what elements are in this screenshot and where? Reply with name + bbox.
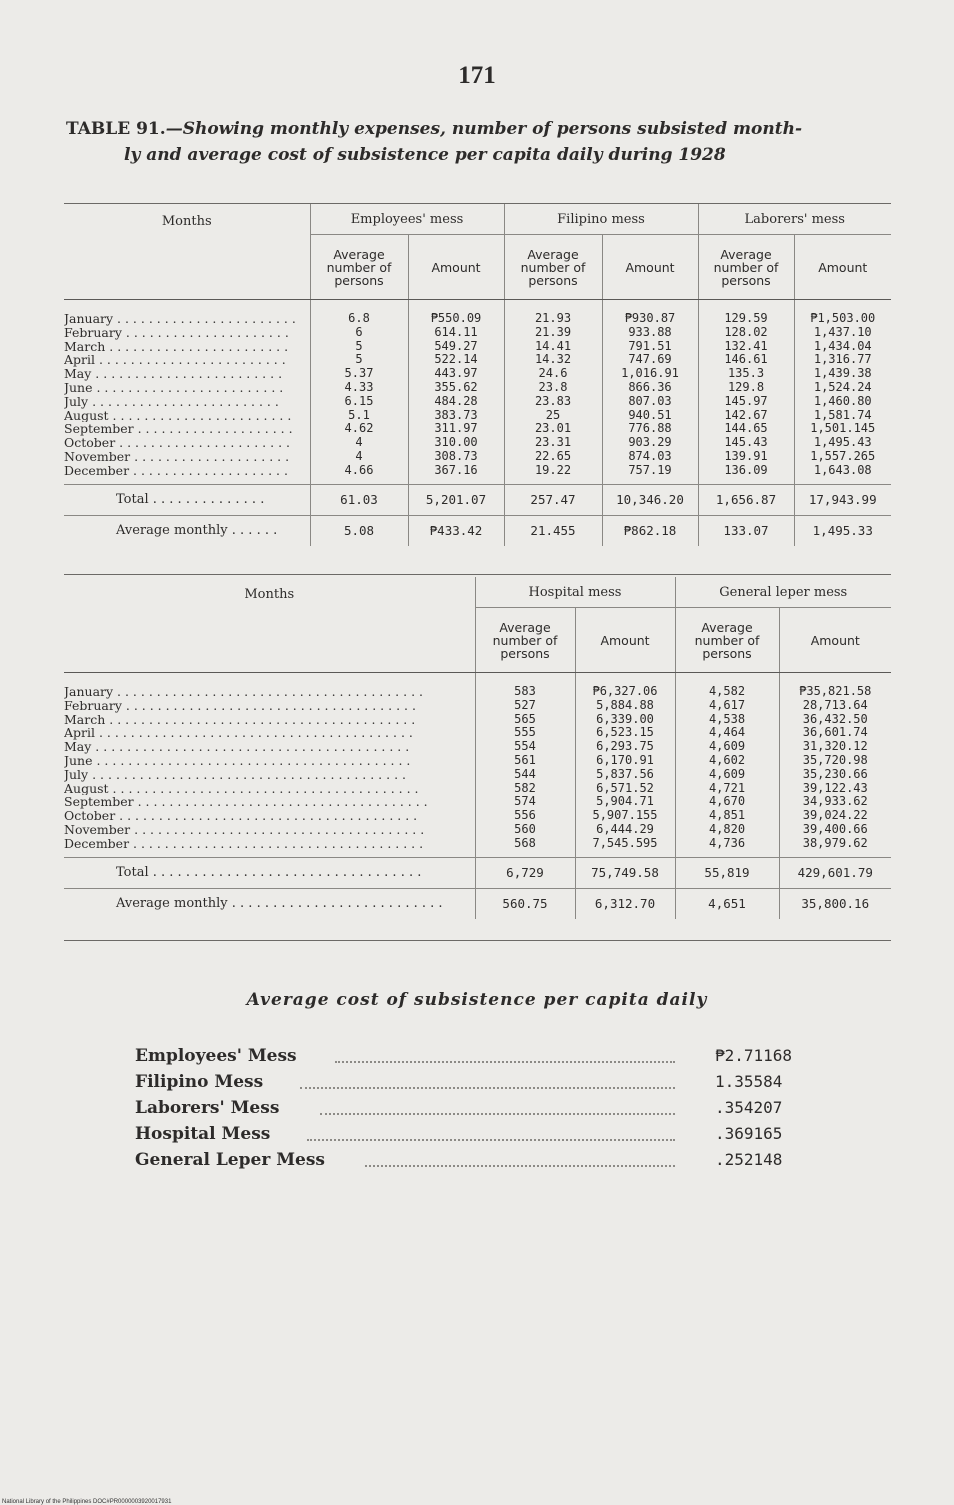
total-row: Total . . . . . . . . . . . . . . . . . . . . . . . . . . . . . . . . . 6,729 75,749.58 55,819 429,601.79 [64, 857, 891, 888]
library-footer: National Library of the Philippines DOC#PR0000003920017931 [2, 1499, 172, 1505]
col-lep-amount: ₱35,821.58 28,713.64 36,432.50 36,601.74 31,320.12 35,720.98 35,230.66 39,122.43 34,933.62 39,024.22 39,400.66 38,979.62 [779, 673, 891, 858]
month-label: April . . . . . . . . . . . . . . . . . . . . . . . . [64, 353, 286, 368]
group-header-leper: General leper mess [675, 577, 891, 608]
month-label: October . . . . . . . . . . . . . . . . . . . . . . . . . . . . . . . . . . . . . . [64, 809, 418, 823]
month-label: August . . . . . . . . . . . . . . . . . . . . . . . [64, 408, 292, 423]
table-2 [64, 577, 891, 919]
month-label: January . . . . . . . . . . . . . . . . . . . . . . . [64, 312, 296, 326]
month-column [64, 300, 310, 485]
month-label: July . . . . . . . . . . . . . . . . . . . . . . . . . . . . . . . . . . . . . . . . [64, 767, 406, 782]
sub-header-amount: Amount [575, 608, 675, 673]
month-label: February . . . . . . . . . . . . . . . . . . . . . [64, 325, 289, 340]
total-label: Total . . . . . . . . . . . . . . [64, 484, 310, 515]
group-header-employees: Employees' mess [310, 204, 504, 235]
average-cost-list [135, 1046, 815, 1176]
month-label: January . . . . . . . . . . . . . . . . . . . . . . . . . . . . . . . . . . . . . . . [64, 685, 423, 699]
col-emp-persons: 6.8 6 5 5 5.37 4.33 6.15 5.1 4.62 4 4 4.66 [310, 300, 408, 485]
month-label: September . . . . . . . . . . . . . . . . . . . . [64, 422, 293, 437]
month-label: December . . . . . . . . . . . . . . . . . . . . . . . . . . . . . . . . . . . . . [64, 836, 424, 851]
group-header-filipino: Filipino mess [504, 204, 698, 235]
sub-header-amount: Amount [794, 235, 891, 300]
month-label: May . . . . . . . . . . . . . . . . . . . . . . . . [64, 367, 283, 381]
col-hosp-persons: 583 527 565 555 554 561 544 582 574 556 560 568 [475, 673, 575, 858]
caption-line-1: —Showing monthly expenses, number of persons subsisted month- [165, 119, 803, 139]
average-cost-item: Laborers' Mess .354207 [135, 1098, 783, 1118]
average-row: Average monthly . . . . . . 5.08 ₱433.42 21.455 ₱862.18 133.07 1,495.33 [64, 515, 891, 546]
average-row: Average monthly . . . . . . . . . . . . . . . . . . . . . . . . . . 560.75 6,312.70 4,651 35,800.16 [64, 888, 891, 919]
col-fil-amount: ₱930.87 933.88 791.51 747.69 1,016.91 866.36 807.03 940.51 776.88 903.29 874.03 757.19 [602, 300, 698, 485]
average-label: Average monthly . . . . . . [64, 515, 310, 546]
caption-label: TABLE 91. [66, 119, 166, 139]
average-cost-item: Employees' Mess ₱2.71168 [135, 1046, 793, 1066]
average-cost-item: Filipino Mess 1.35584 [135, 1072, 783, 1092]
average-cost-title: Average cost of subsistence per capita daily [246, 990, 708, 1010]
sub-header-persons: Average number of persons [475, 608, 575, 673]
month-label: December . . . . . . . . . . . . . . . . . . . . [64, 463, 288, 478]
month-column [64, 673, 475, 858]
month-label: November . . . . . . . . . . . . . . . . . . . . [64, 449, 290, 464]
col-lab-persons: 129.59 128.02 132.41 146.61 135.3 129.8 145.97 142.67 144.65 145.43 139.91 136.09 [698, 300, 794, 485]
month-label: March . . . . . . . . . . . . . . . . . . . . . . . [64, 339, 289, 354]
month-label: June . . . . . . . . . . . . . . . . . . . . . . . . [64, 380, 284, 395]
sub-header-persons: Average number of persons [698, 235, 794, 300]
month-label: May . . . . . . . . . . . . . . . . . . . . . . . . . . . . . . . . . . . . . . . . [64, 740, 410, 754]
months-header: Months [64, 577, 475, 673]
average-cost-item: Hospital Mess .369165 [135, 1124, 783, 1144]
col-fil-persons: 21.93 21.39 14.41 14.32 24.6 23.8 23.83 25 23.01 23.31 22.65 19.22 [504, 300, 602, 485]
caption-line-2: ly and average cost of subsistence per capita daily during 1928 [124, 145, 726, 165]
month-label: June . . . . . . . . . . . . . . . . . . . . . . . . . . . . . . . . . . . . . . . . [64, 753, 411, 768]
group-header-hospital: Hospital mess [475, 577, 675, 608]
col-lep-persons: 4,582 4,617 4,538 4,464 4,609 4,602 4,609 4,721 4,670 4,851 4,820 4,736 [675, 673, 779, 858]
sub-header-persons: Average number of persons [310, 235, 408, 300]
col-hosp-amount: ₱6,327.06 5,884.88 6,339.00 6,523.15 6,293.75 6,170.91 5,837.56 6,571.52 5,904.71 5,907.155 6,444.29 7,545.595 [575, 673, 675, 858]
group-header-laborers: Laborers' mess [698, 204, 891, 235]
month-label: October . . . . . . . . . . . . . . . . . . . . . . [64, 436, 291, 450]
sub-header-amount: Amount [602, 235, 698, 300]
col-lab-amount: ₱1,503.00 1,437.10 1,434.04 1,316.77 1,439.38 1,524.24 1,460.80 1,581.74 1,501.145 1,495.43 1,557.265 1,643.08 [794, 300, 891, 485]
month-label: February . . . . . . . . . . . . . . . . . . . . . . . . . . . . . . . . . . . . . [64, 698, 416, 713]
table2-bottom-rule [64, 940, 891, 941]
total-label: Total . . . . . . . . . . . . . . . . . . . . . . . . . . . . . . . . . [64, 857, 475, 888]
table-separator-rule [64, 574, 891, 575]
table-caption [66, 116, 906, 168]
month-label: September . . . . . . . . . . . . . . . . . . . . . . . . . . . . . . . . . . . . . [64, 795, 428, 810]
average-label: Average monthly . . . . . . . . . . . . . . . . . . . . . . . . . . [64, 888, 475, 919]
month-label: July . . . . . . . . . . . . . . . . . . . . . . . . [64, 394, 279, 409]
total-row: Total . . . . . . . . . . . . . . 61.03 5,201.07 257.47 10,346.20 1,656.87 17,943.99 [64, 484, 891, 515]
sub-header-amount: Amount [779, 608, 891, 673]
sub-header-persons: Average number of persons [504, 235, 602, 300]
page-number: 171 [458, 62, 496, 89]
col-emp-amount: ₱550.09 614.11 549.27 522.14 443.97 355.62 484.28 383.73 311.97 310.00 308.73 367.16 [408, 300, 504, 485]
month-label: November . . . . . . . . . . . . . . . . . . . . . . . . . . . . . . . . . . . . . [64, 822, 425, 837]
average-cost-item: General Leper Mess .252148 [135, 1150, 783, 1170]
month-label: August . . . . . . . . . . . . . . . . . . . . . . . . . . . . . . . . . . . . . . . [64, 781, 419, 796]
sub-header-amount: Amount [408, 235, 504, 300]
table-1 [64, 204, 891, 546]
month-label: April . . . . . . . . . . . . . . . . . . . . . . . . . . . . . . . . . . . . . . . . [64, 726, 413, 741]
month-label: March . . . . . . . . . . . . . . . . . . . . . . . . . . . . . . . . . . . . . . . [64, 712, 416, 727]
months-header: Months [64, 204, 310, 300]
sub-header-persons: Average number of persons [675, 608, 779, 673]
